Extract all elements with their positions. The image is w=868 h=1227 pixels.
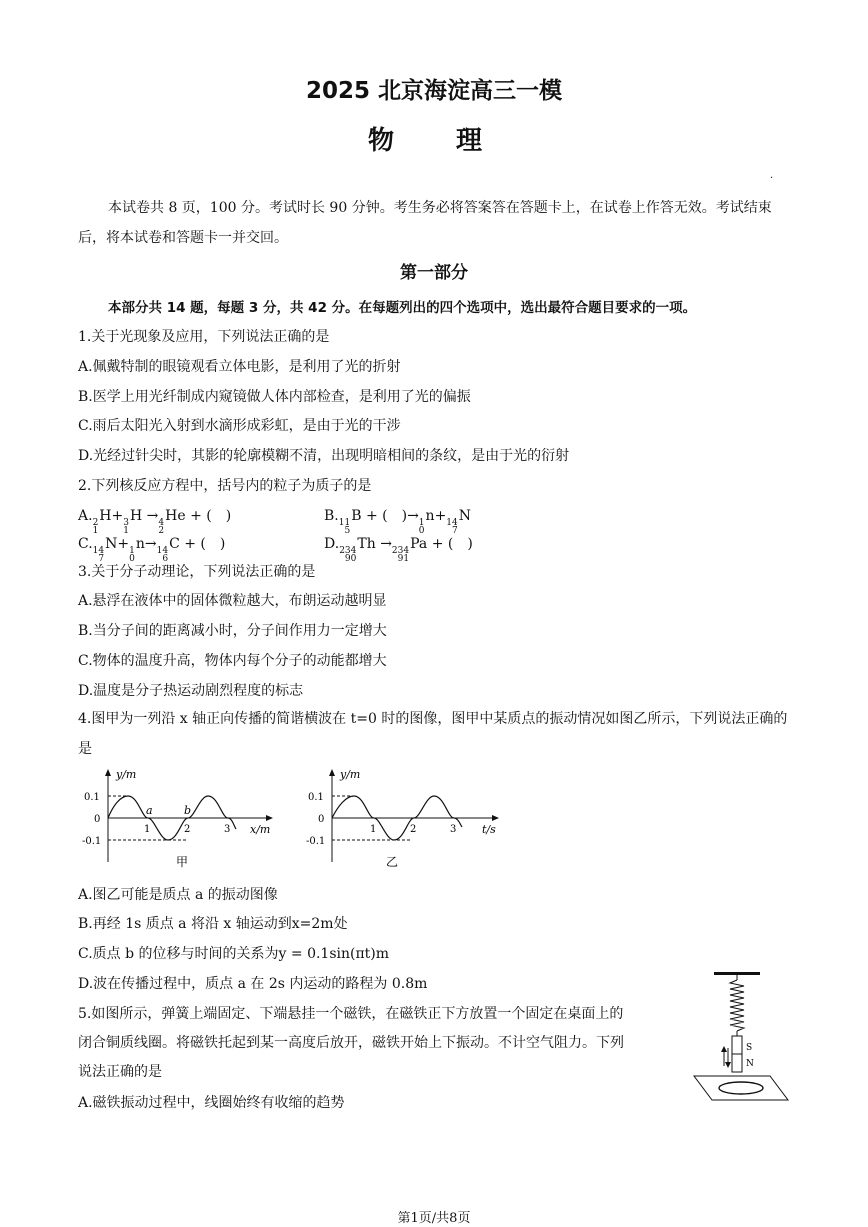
y-axis-arrow bbox=[105, 769, 111, 776]
stray-dot: . bbox=[770, 170, 774, 181]
q4-option-c: C.质点 b 的位移与时间的关系为y = 0.1sin(πt)m bbox=[78, 946, 390, 962]
jia-tick-0: 0 bbox=[94, 814, 101, 825]
yi-tick-1: 1 bbox=[370, 824, 377, 835]
intro-paragraph: 本试卷共 8 页，100 分。考试时长 90 分钟。考生务必将答案答在答题卡上，在试卷上作答无效。考试结束后，将本试卷和答题卡一并交回。 bbox=[78, 200, 772, 246]
q1-option-a: A.佩戴特制的眼镜观看立体电影，是利用了光的折射 bbox=[78, 359, 401, 375]
q2-option-d: D. 234 90 Th → 234 91 Pa + ( ) bbox=[324, 536, 473, 564]
jia-tick-3: 3 bbox=[224, 824, 231, 835]
jia-tick-neg01: -0.1 bbox=[82, 836, 102, 847]
q1-stem: 1.关于光现象及应用，下列说法正确的是 bbox=[78, 329, 330, 345]
jia-caption: 甲 bbox=[176, 855, 189, 869]
q2-stem: 2.下列核反应方程中，括号内的粒子为质子的是 bbox=[78, 478, 372, 494]
yi-tick-neg01: -0.1 bbox=[306, 836, 326, 847]
jia-tick-1: 1 bbox=[144, 824, 151, 835]
t-axis-arrow bbox=[492, 815, 499, 821]
q5-stem-line-3: 说法正确的是 bbox=[78, 1064, 162, 1080]
y-axis-arrow bbox=[329, 769, 335, 776]
jia-ylabel: y/m bbox=[116, 768, 137, 781]
yi-tick-01: 0.1 bbox=[308, 792, 324, 803]
page-footer: 第1页/共8页 bbox=[397, 1211, 471, 1226]
vibration-graph-yi bbox=[304, 766, 504, 870]
yi-tick-3: 3 bbox=[450, 824, 457, 835]
desk-surface bbox=[694, 1076, 788, 1100]
part-heading: 第一部分 bbox=[400, 263, 468, 283]
q5-stem-line-1: 5.如图所示，弹簧上端固定、下端悬挂一个磁铁，在磁铁正下方放置一个固定在桌面上的 bbox=[78, 1006, 624, 1022]
yi-ylabel: y/m bbox=[340, 768, 361, 781]
q4-option-d: D.波在传播过程中，质点 a 在 2s 内运动的路程为 0.8m bbox=[78, 976, 428, 992]
spring-magnet-figure bbox=[690, 968, 796, 1108]
arrow-up-head bbox=[721, 1046, 727, 1052]
q4-option-a: A.图乙可能是质点 a 的振动图像 bbox=[78, 887, 278, 903]
q2-option-a: A. 2 1 H+ 3 1 H → 4 2 He + ( ) bbox=[78, 508, 232, 536]
q1-option-c: C.雨后太阳光入射到水滴形成彩虹，是由于光的干涉 bbox=[78, 418, 401, 434]
q2-option-c: C. 14 7 N+ 1 0 n→ 14 6 C + ( ) bbox=[78, 536, 226, 564]
exam-title: 2025 北京海淀高三一模 bbox=[305, 78, 563, 104]
yi-tick-0: 0 bbox=[318, 814, 325, 825]
point-b-label: b bbox=[184, 804, 192, 817]
subject-title: 物 理 bbox=[367, 126, 500, 156]
q5-option-a: A.磁铁振动过程中，线圈始终有收缩的趋势 bbox=[78, 1095, 345, 1111]
jia-tick-2: 2 bbox=[184, 824, 191, 835]
magnet-s-label: S bbox=[746, 1043, 753, 1053]
q2-option-b: B. 11 5 B + ( )→ 1 0 n+ 14 7 N bbox=[324, 508, 471, 536]
magnet-n-label: N bbox=[746, 1059, 754, 1069]
q3-stem: 3.关于分子动理论，下列说法正确的是 bbox=[78, 564, 316, 580]
jia-tick-01: 0.1 bbox=[84, 792, 100, 803]
q3-option-a: A.悬浮在液体中的固体微粒越大，布朗运动越明显 bbox=[78, 593, 387, 609]
jia-xlabel: x/m bbox=[250, 823, 271, 836]
yi-xlabel: t/s bbox=[482, 823, 496, 836]
arrow-down-head bbox=[725, 1062, 731, 1068]
q1-option-d: D.光经过针尖时，其影的轮廓模糊不清，出现明暗相间的条纹，是由于光的衍射 bbox=[78, 448, 570, 464]
x-axis-arrow bbox=[266, 815, 273, 821]
wave-graph-jia bbox=[80, 766, 280, 870]
part-instruction: 本部分共 14 题，每题 3 分，共 42 分。在每题列出的四个选项中，选出最符合题目要求的一项。 bbox=[108, 300, 697, 316]
yi-tick-2: 2 bbox=[410, 824, 417, 835]
q3-option-d: D.温度是分子热运动剧烈程度的标志 bbox=[78, 683, 304, 699]
yi-caption: 乙 bbox=[386, 855, 399, 869]
q4-option-b: B.再经 1s 质点 a 将沿 x 轴运动到x=2m处 bbox=[78, 916, 348, 932]
q5-stem-line-2: 闭合铜质线圈。将磁铁托起到某一高度后放开，磁铁开始上下振动。不计空气阻力。下列 bbox=[78, 1035, 624, 1051]
spring-icon bbox=[730, 980, 744, 1031]
q3-option-b: B.当分子间的距离减小时，分子间作用力一定增大 bbox=[78, 623, 387, 639]
q3-option-c: C.物体的温度升高，物体内每个分子的动能都增大 bbox=[78, 653, 387, 669]
q4-stem: 4.图甲为一列沿 x 轴正向传播的简谐横波在 t=0 时的图像，图甲中某质点的振动情况如图乙所示，下列说法正确的是 bbox=[78, 711, 788, 757]
point-a-label: a bbox=[146, 804, 153, 817]
q1-option-b: B.医学上用光纤制成内窥镜做人体内部检查，是利用了光的偏振 bbox=[78, 389, 471, 405]
ceiling-bar bbox=[714, 972, 760, 975]
